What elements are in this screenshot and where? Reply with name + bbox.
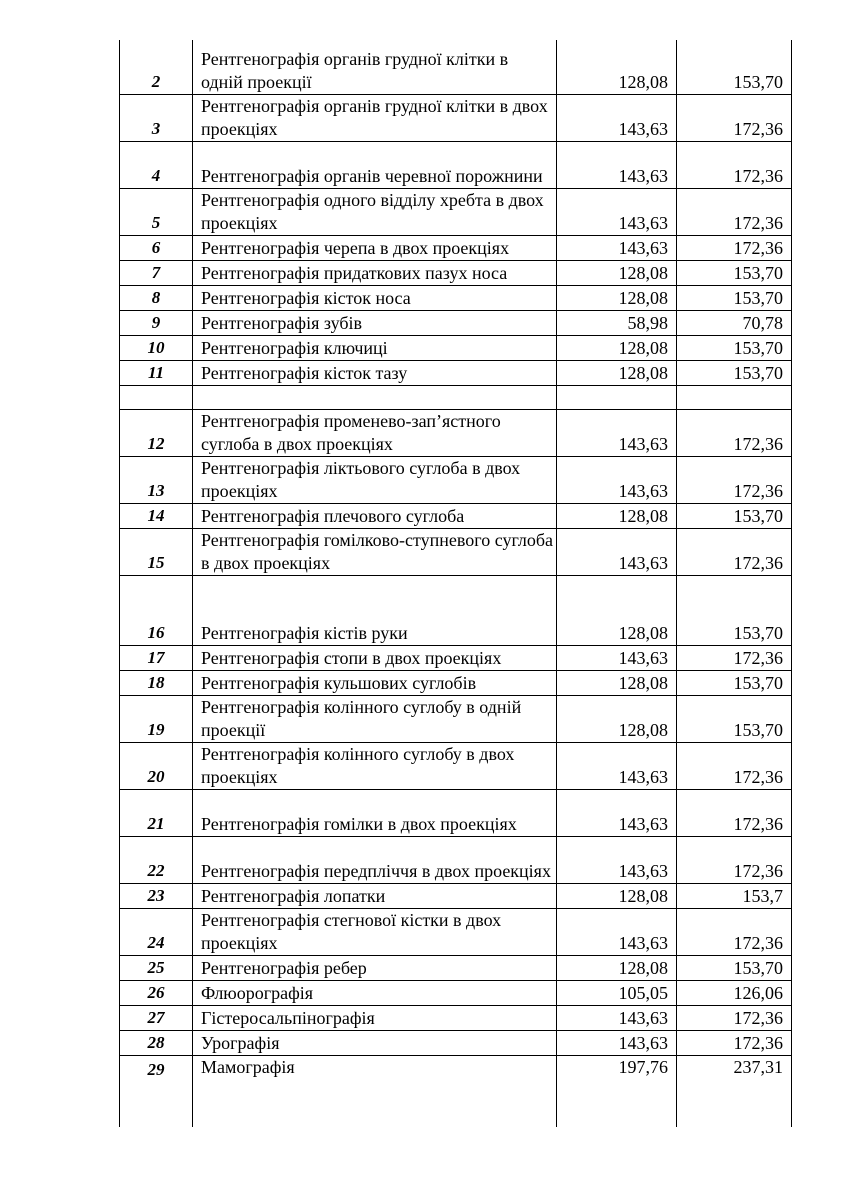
price-1-cell: 128,08: [557, 575, 677, 645]
price-2-cell: [677, 385, 792, 409]
row-number-cell: 18: [120, 670, 193, 695]
price-1-cell: 143,63: [557, 94, 677, 141]
service-name-cell: Рентгенографія лопатки: [193, 883, 557, 908]
price-2-cell: 172,36: [677, 188, 792, 235]
price-1-cell: 128,08: [557, 883, 677, 908]
service-name-cell: Рентгенографія колінного суглобу в одній проекції: [193, 695, 557, 742]
row-number-cell: 3: [120, 94, 193, 141]
service-name-cell: Рентгенографія органів черевної порожнини: [193, 141, 557, 188]
row-number-cell: 12: [120, 409, 193, 456]
row-number-cell: 5: [120, 188, 193, 235]
table-row: [120, 310, 792, 335]
price-2-cell: 172,36: [677, 908, 792, 955]
price-1-cell: 128,08: [557, 670, 677, 695]
price-2-cell: 70,78: [677, 310, 792, 335]
table-row: [120, 883, 792, 908]
service-name-cell: Рентгенографія ребер: [193, 955, 557, 980]
price-1-cell: 143,63: [557, 789, 677, 836]
row-number-cell: 9: [120, 310, 193, 335]
table-row: [120, 670, 792, 695]
table-row: [120, 285, 792, 310]
row-number-cell: 7: [120, 260, 193, 285]
table-row: [120, 908, 792, 955]
service-name-cell: Рентгенографія кульшових суглобів: [193, 670, 557, 695]
price-1-cell: 58,98: [557, 310, 677, 335]
service-name-cell: Рентгенографія плечового суглоба: [193, 503, 557, 528]
service-name-cell: Рентгенографія гомілки в двох проекціях: [193, 789, 557, 836]
row-number-cell: 20: [120, 742, 193, 789]
service-name-cell: Рентгенографія ключиці: [193, 335, 557, 360]
table-row: [120, 40, 792, 94]
price-2-cell: 172,36: [677, 742, 792, 789]
price-2-cell: 172,36: [677, 645, 792, 670]
table-row: [120, 503, 792, 528]
price-2-cell: 153,70: [677, 955, 792, 980]
service-name-cell: Рентгенографія колінного суглобу в двох проекціях: [193, 742, 557, 789]
price-1-cell: 143,63: [557, 409, 677, 456]
row-number-cell: 29: [120, 1055, 193, 1127]
service-name-cell: [193, 385, 557, 409]
table-row: [120, 1030, 792, 1055]
table-row: [120, 188, 792, 235]
row-number-cell: 6: [120, 235, 193, 260]
price-2-cell: 172,36: [677, 1005, 792, 1030]
service-name-cell: Рентгенографія органів грудної клітки в одній проекції: [193, 40, 557, 94]
service-name-cell: Рентгенографія кісток тазу: [193, 360, 557, 385]
price-table: [119, 40, 792, 1127]
price-1-cell: 128,08: [557, 335, 677, 360]
price-1-cell: 143,63: [557, 456, 677, 503]
row-number-cell: 26: [120, 980, 193, 1005]
price-1-cell: 143,63: [557, 528, 677, 575]
price-1-cell: 128,08: [557, 260, 677, 285]
price-1-cell: [557, 385, 677, 409]
table-row: [120, 789, 792, 836]
price-2-cell: 172,36: [677, 456, 792, 503]
table-row: [120, 980, 792, 1005]
service-name-cell: Рентгенографія зубів: [193, 310, 557, 335]
table-row: [120, 360, 792, 385]
table-row: [120, 141, 792, 188]
row-number-cell: 21: [120, 789, 193, 836]
service-name-cell: Рентгенографія кісток носа: [193, 285, 557, 310]
row-number-cell: 15: [120, 528, 193, 575]
price-1-cell: 143,63: [557, 235, 677, 260]
service-name-cell: Рентгенографія черепа в двох проекціях: [193, 235, 557, 260]
price-1-cell: 143,63: [557, 1005, 677, 1030]
price-1-cell: 128,08: [557, 955, 677, 980]
price-1-cell: 128,08: [557, 695, 677, 742]
table-row: [120, 528, 792, 575]
service-name-cell: Мамографія: [193, 1055, 557, 1127]
service-name-cell: Рентгенографія стопи в двох проекціях: [193, 645, 557, 670]
price-2-cell: 153,70: [677, 360, 792, 385]
row-number-cell: 11: [120, 360, 193, 385]
service-name-cell: Рентгенографія променево-зап’ястного суглоба в двох проекціях: [193, 409, 557, 456]
price-1-cell: 197,76: [557, 1055, 677, 1127]
service-name-cell: Рентгенографія стегнової кістки в двох проекціях: [193, 908, 557, 955]
price-2-cell: 153,70: [677, 285, 792, 310]
price-2-cell: 153,7: [677, 883, 792, 908]
row-number-cell: 19: [120, 695, 193, 742]
row-number-cell: 23: [120, 883, 193, 908]
row-number-cell: [120, 385, 193, 409]
price-2-cell: 237,31: [677, 1055, 792, 1127]
table-row: [120, 836, 792, 883]
service-name-cell: Рентгенографія придаткових пазух носа: [193, 260, 557, 285]
service-name-cell: Флюорографія: [193, 980, 557, 1005]
service-name-cell: Рентгенографія передпліччя в двох проекціях: [193, 836, 557, 883]
table-row: [120, 235, 792, 260]
row-number-cell: 27: [120, 1005, 193, 1030]
row-number-cell: 16: [120, 575, 193, 645]
price-1-cell: 143,63: [557, 836, 677, 883]
table-row: [120, 645, 792, 670]
price-1-cell: 105,05: [557, 980, 677, 1005]
table-row: [120, 335, 792, 360]
price-1-cell: 128,08: [557, 40, 677, 94]
table-row: [120, 385, 792, 409]
service-name-cell: Рентгенографія органів грудної клітки в двох проекціях: [193, 94, 557, 141]
price-table-body: [120, 40, 792, 1127]
service-name-cell: Рентгенографія одного відділу хребта в двох проекціях: [193, 188, 557, 235]
price-1-cell: 143,63: [557, 645, 677, 670]
price-2-cell: 172,36: [677, 528, 792, 575]
table-row: [120, 695, 792, 742]
price-2-cell: 153,70: [677, 40, 792, 94]
service-name-cell: Рентгенографія кістів руки: [193, 575, 557, 645]
price-2-cell: 172,36: [677, 94, 792, 141]
table-row: [120, 1005, 792, 1030]
table-row: [120, 94, 792, 141]
price-2-cell: 153,70: [677, 695, 792, 742]
price-1-cell: 143,63: [557, 1030, 677, 1055]
price-1-cell: 143,63: [557, 141, 677, 188]
table-row: [120, 409, 792, 456]
table-row: [120, 1055, 792, 1127]
table-row: [120, 456, 792, 503]
price-2-cell: 153,70: [677, 260, 792, 285]
price-2-cell: 172,36: [677, 141, 792, 188]
row-number-cell: 2: [120, 40, 193, 94]
row-number-cell: 13: [120, 456, 193, 503]
price-1-cell: 143,63: [557, 188, 677, 235]
service-name-cell: Рентгенографія гомілково-ступневого суглоба в двох проекціях: [193, 528, 557, 575]
price-2-cell: 126,06: [677, 980, 792, 1005]
table-row: [120, 260, 792, 285]
price-1-cell: 128,08: [557, 503, 677, 528]
price-2-cell: 172,36: [677, 409, 792, 456]
price-2-cell: 172,36: [677, 836, 792, 883]
price-2-cell: 153,70: [677, 335, 792, 360]
price-2-cell: 172,36: [677, 1030, 792, 1055]
service-name-cell: Урографія: [193, 1030, 557, 1055]
row-number-cell: 10: [120, 335, 193, 360]
row-number-cell: 8: [120, 285, 193, 310]
row-number-cell: 4: [120, 141, 193, 188]
price-2-cell: 172,36: [677, 235, 792, 260]
price-2-cell: 153,70: [677, 503, 792, 528]
row-number-cell: 24: [120, 908, 193, 955]
price-1-cell: 128,08: [557, 285, 677, 310]
price-1-cell: 143,63: [557, 742, 677, 789]
price-1-cell: 128,08: [557, 360, 677, 385]
service-name-cell: Гістеросальпінографія: [193, 1005, 557, 1030]
service-name-cell: Рентгенографія ліктьового суглоба в двох проекціях: [193, 456, 557, 503]
row-number-cell: 17: [120, 645, 193, 670]
table-row: [120, 955, 792, 980]
row-number-cell: 28: [120, 1030, 193, 1055]
row-number-cell: 22: [120, 836, 193, 883]
price-2-cell: 153,70: [677, 670, 792, 695]
row-number-cell: 25: [120, 955, 193, 980]
table-row: [120, 742, 792, 789]
row-number-cell: 14: [120, 503, 193, 528]
price-1-cell: 143,63: [557, 908, 677, 955]
price-2-cell: 153,70: [677, 575, 792, 645]
table-row: [120, 575, 792, 645]
price-2-cell: 172,36: [677, 789, 792, 836]
